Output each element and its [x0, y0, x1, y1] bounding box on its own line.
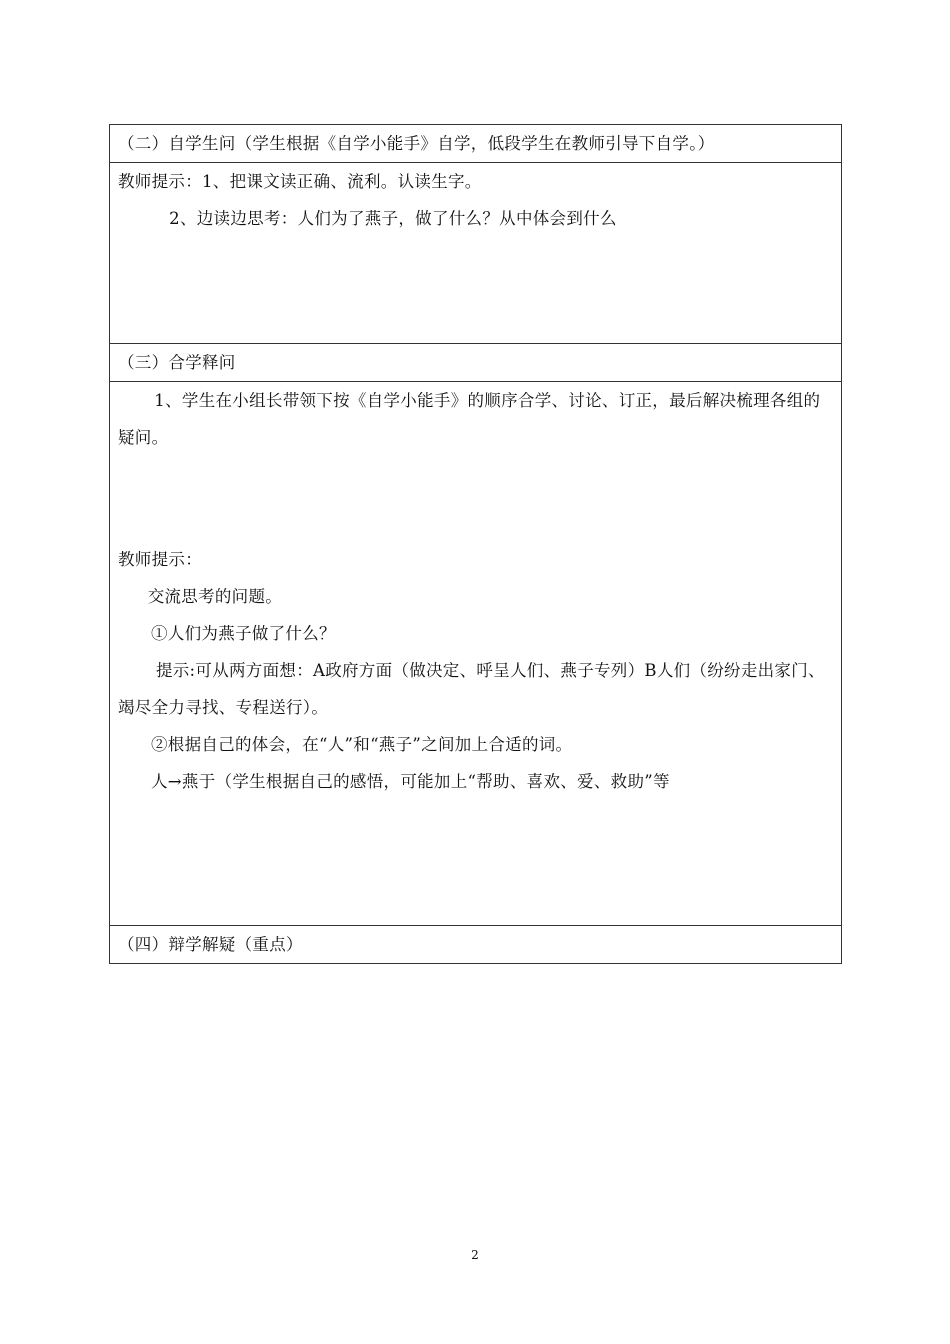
discussion-intro: 交流思考的问题。: [147, 587, 283, 606]
section-2-header: [110, 125, 842, 163]
group-study-paragraph: 1、学生在小组长带领下按《自学小能手》的顺序合学、讨论、订正，最后解决梳理各组的疑问。: [118, 391, 821, 447]
teacher-hint-label: 教师提示：: [118, 550, 202, 569]
section-3-header: [110, 344, 842, 382]
section-4-title: （四）辩学解疑（重点）: [118, 935, 303, 954]
section-3-title: （三）合学释问: [118, 353, 236, 372]
section-3-content: [110, 382, 842, 926]
section-4-header: [110, 926, 842, 964]
question-1: ①人们为燕子做了什么？: [151, 624, 336, 643]
question-2: ②根据自己的体会，在“人”和“燕子”之间加上合适的词。: [151, 735, 573, 754]
teacher-hint-line-2: 2、边读边思考：人们为了燕子，做了什么？从中体会到什么: [169, 209, 617, 228]
question-1-hint: 提示:可从两方面想：A政府方面（做决定、呼呈人们、燕子专列）B人们（纷纷走出家门、竭尽全力寻找、专程送行）。: [118, 661, 825, 717]
lesson-table: [109, 124, 842, 964]
question-2-example: 人→燕于（学生根据自己的感悟，可能加上“帮助、喜欢、爱、救助”等: [151, 772, 670, 791]
page-number: 2: [471, 1248, 479, 1262]
blank-space: [118, 456, 833, 541]
section-2-title: （二）自学生问（学生根据《自学小能手》自学，低段学生在教师引导下自学。）: [118, 134, 715, 153]
teacher-hint-line-1: 教师提示：1、把课文读正确、流利。认读生字。: [118, 172, 482, 191]
section-2-content: [110, 163, 842, 344]
